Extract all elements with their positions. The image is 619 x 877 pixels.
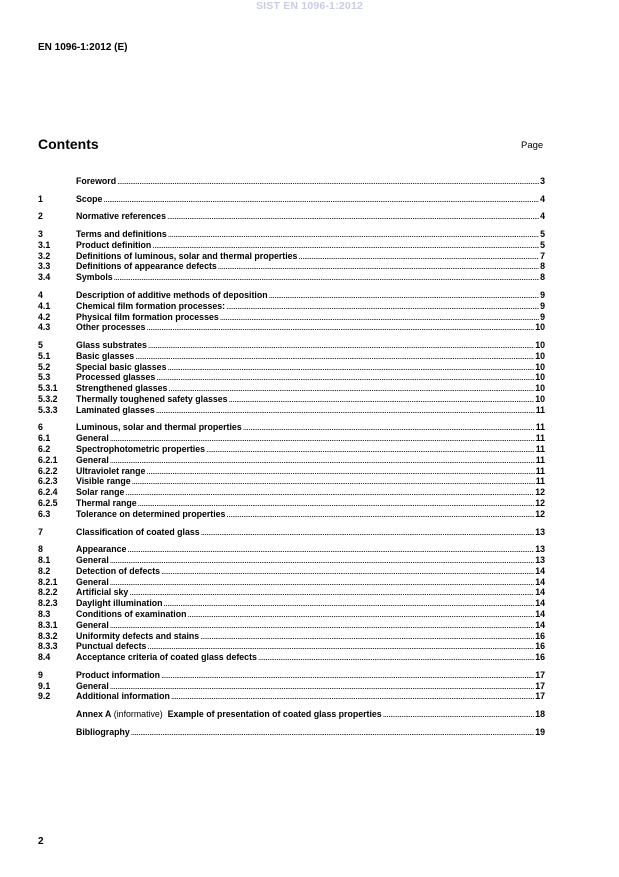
toc-leader-dots xyxy=(383,709,535,720)
toc-entry-title: Uniformity defects and stains xyxy=(76,630,200,641)
toc-entry-title: Solar range xyxy=(76,487,125,498)
toc-entry-page: 7 xyxy=(540,250,545,261)
toc-entry-number: 6.2.4 xyxy=(38,487,58,498)
toc-entry-title: General xyxy=(76,619,109,630)
toc-entry-page: 10 xyxy=(535,372,545,383)
toc-leader-dots xyxy=(156,372,534,383)
toc-entry-page: 14 xyxy=(535,565,545,576)
toc-leader-dots xyxy=(226,509,534,520)
toc-entry[interactable] xyxy=(38,433,545,444)
toc-entry[interactable] xyxy=(38,670,545,681)
toc-entry-title: Symbols xyxy=(76,272,113,283)
toc-entry-title: Terms and definitions xyxy=(76,229,167,240)
toc-entry[interactable] xyxy=(38,609,545,620)
toc-entry-title: Chemical film formation processes: xyxy=(76,300,226,311)
toc-entry-number: 3.2 xyxy=(38,250,51,261)
toc-entry-number: 4 xyxy=(38,289,43,300)
toc-entry-title-qualifier: (informative) xyxy=(111,709,168,720)
toc-entry-title: Conditions of examination xyxy=(76,609,187,620)
toc-leader-dots xyxy=(146,322,534,333)
toc-entry-number: 9.2 xyxy=(38,691,51,702)
toc-leader-dots xyxy=(218,261,539,272)
toc-leader-dots xyxy=(168,229,539,240)
toc-entry-title: Punctual defects xyxy=(76,641,147,652)
toc-entry-page: 10 xyxy=(535,322,545,333)
toc-entry-number: 1 xyxy=(38,193,43,204)
toc-entry-title: Basic glasses xyxy=(76,350,135,361)
toc-entry-title: Physical film formation processes xyxy=(76,311,219,322)
toc-entry-page: 16 xyxy=(535,641,545,652)
toc-entry-title: Tolerance on determined properties xyxy=(76,508,226,519)
toc-entry-page: 9 xyxy=(540,300,545,311)
toc-entry[interactable] xyxy=(38,422,545,433)
toc-leader-dots xyxy=(161,566,534,577)
toc-entry[interactable] xyxy=(38,322,545,333)
toc-entry-title: Ultraviolet range xyxy=(76,465,146,476)
toc-entry-number: 5.3 xyxy=(38,372,51,383)
table-of-contents xyxy=(38,176,545,738)
toc-leader-dots xyxy=(131,727,534,738)
toc-entry-number: 8.3.2 xyxy=(38,630,58,641)
toc-entry-page: 16 xyxy=(535,652,545,663)
toc-entry[interactable] xyxy=(38,681,545,692)
toc-entry-number: 9 xyxy=(38,669,43,680)
toc-entry-number: 9.1 xyxy=(38,680,51,691)
toc-entry-number: 5.1 xyxy=(38,350,51,361)
toc-entry-title: Laminated glasses xyxy=(76,404,155,415)
toc-entry-page: 14 xyxy=(535,619,545,630)
toc-entry[interactable] xyxy=(38,229,545,240)
toc-leader-dots xyxy=(164,598,535,609)
toc-leader-dots xyxy=(114,272,539,283)
toc-leader-dots xyxy=(110,681,534,692)
toc-entry-number: 5.2 xyxy=(38,361,51,372)
toc-entry-title: Bibliography xyxy=(76,726,130,737)
toc-entry-page: 14 xyxy=(535,576,545,587)
toc-leader-dots xyxy=(168,383,534,394)
toc-leader-dots xyxy=(135,351,534,362)
toc-entry-title: Description of additive methods of deposition xyxy=(76,289,268,300)
toc-entry[interactable] xyxy=(38,301,545,312)
toc-entry-page: 19 xyxy=(535,726,545,737)
toc-entry-number: 8.3.3 xyxy=(38,641,58,652)
toc-entry[interactable] xyxy=(38,487,545,498)
toc-entry-page: 10 xyxy=(535,340,545,351)
toc-entry-page: 9 xyxy=(540,289,545,300)
toc-entry-page: 17 xyxy=(535,669,545,680)
toc-entry-page: 4 xyxy=(540,211,545,222)
toc-leader-dots xyxy=(110,433,535,444)
toc-entry-title: Special basic glasses xyxy=(76,361,167,372)
toc-entry-page: 5 xyxy=(540,229,545,240)
toc-entry[interactable] xyxy=(38,631,545,642)
toc-entry-page: 11 xyxy=(535,465,545,476)
toc-entry[interactable] xyxy=(38,372,545,383)
toc-entry[interactable] xyxy=(38,527,545,538)
toc-entry-page: 10 xyxy=(535,350,545,361)
toc-entry[interactable] xyxy=(38,727,545,738)
toc-entry[interactable] xyxy=(38,709,545,720)
toc-leader-dots xyxy=(243,422,535,433)
toc-entry-page: 11 xyxy=(535,444,545,455)
toc-entry-number: 5.3.1 xyxy=(38,383,58,394)
toc-leader-dots xyxy=(103,194,539,205)
toc-entry[interactable] xyxy=(38,362,545,373)
toc-entry[interactable] xyxy=(38,444,545,455)
toc-entry[interactable] xyxy=(38,620,545,631)
toc-entry-title xyxy=(76,709,382,720)
toc-entry-title: Glass substrates xyxy=(76,340,147,351)
toc-entry-number: 3.1 xyxy=(38,239,51,250)
toc-entry-title: General xyxy=(76,433,109,444)
toc-entry-title: Classification of coated glass xyxy=(76,526,200,537)
toc-entry[interactable] xyxy=(38,272,545,283)
toc-entry-number: 3.3 xyxy=(38,261,51,272)
toc-entry[interactable] xyxy=(38,351,545,362)
toc-entry[interactable] xyxy=(38,340,545,351)
toc-entry-number: 8.2.3 xyxy=(38,598,58,609)
toc-entry-title: Definitions of luminous, solar and thermal properties xyxy=(76,250,298,261)
toc-entry-title: Foreword xyxy=(76,176,117,186)
toc-entry[interactable] xyxy=(38,240,545,251)
toc-entry-title: General xyxy=(76,576,109,587)
toc-entry-page: 12 xyxy=(535,508,545,519)
toc-entry-page: 13 xyxy=(535,555,545,566)
toc-entry-title: Definitions of appearance defects xyxy=(76,261,217,272)
toc-entry[interactable] xyxy=(38,577,545,588)
toc-entry-number: 6.1 xyxy=(38,433,51,444)
toc-leader-dots xyxy=(148,340,534,351)
toc-entry-number: 8.3.1 xyxy=(38,619,58,630)
document-id: EN 1096-1:2012 (E) xyxy=(38,42,128,53)
toc-entry-page: 4 xyxy=(540,193,545,204)
toc-leader-dots xyxy=(187,609,534,620)
toc-entry[interactable] xyxy=(38,598,545,609)
toc-entry-number: 4.1 xyxy=(38,300,51,311)
toc-entry-title: Daylight illumination xyxy=(76,598,163,609)
toc-entry-number: 6.2.5 xyxy=(38,498,58,509)
toc-entry-page: 12 xyxy=(535,487,545,498)
toc-leader-dots xyxy=(117,176,539,187)
toc-entry[interactable] xyxy=(38,509,545,520)
toc-leader-dots xyxy=(110,555,534,566)
toc-entry-title: Product definition xyxy=(76,239,152,250)
toc-entry-title: Thermal range xyxy=(76,498,137,509)
toc-entry-title-main: Annex A xyxy=(76,709,112,720)
toc-leader-dots xyxy=(110,577,534,588)
toc-leader-dots xyxy=(269,290,540,301)
toc-entry-number: 5.3.3 xyxy=(38,404,58,415)
toc-entry-page: 10 xyxy=(535,361,545,372)
toc-leader-dots xyxy=(138,498,535,509)
toc-entry-page: 17 xyxy=(535,680,545,691)
toc-entry-page: 3 xyxy=(540,176,545,186)
toc-entry-title: Luminous, solar and thermal properties xyxy=(76,422,242,433)
toc-leader-dots xyxy=(220,312,539,323)
contents-heading: Contents xyxy=(38,136,99,152)
toc-entry-number: 5 xyxy=(38,340,43,351)
toc-entry-number: 4.3 xyxy=(38,322,51,333)
toc-entry-title-tail: Example of presentation of coated glass properties xyxy=(167,709,382,720)
toc-entry[interactable] xyxy=(38,587,545,598)
toc-entry[interactable] xyxy=(38,405,545,416)
toc-entry-title: Thermally toughened safety glasses xyxy=(76,394,228,404)
toc-entry-number: 2 xyxy=(38,211,43,222)
toc-entry-page: 10 xyxy=(535,394,545,404)
toc-entry-number: 8 xyxy=(38,544,43,555)
toc-entry-page: 11 xyxy=(535,433,545,444)
toc-leader-dots xyxy=(167,211,539,222)
toc-entry-page: 9 xyxy=(540,311,545,322)
toc-leader-dots xyxy=(161,670,534,681)
toc-leader-dots xyxy=(110,455,535,466)
toc-entry-number: 6.3 xyxy=(38,508,51,519)
toc-entry[interactable] xyxy=(38,312,545,323)
toc-entry[interactable] xyxy=(38,194,545,205)
toc-leader-dots xyxy=(226,301,539,312)
watermark: SIST EN 1096-1:2012 xyxy=(255,0,364,12)
toc-leader-dots xyxy=(125,487,534,498)
toc-entry-title: Other processes xyxy=(76,322,146,333)
toc-entry-page: 18 xyxy=(535,709,545,720)
toc-entry-title: Acceptance criteria of coated glass defects xyxy=(76,652,257,663)
toc-leader-dots xyxy=(167,362,534,373)
toc-entry-page: 14 xyxy=(535,587,545,598)
toc-entry-number: 6.2.3 xyxy=(38,476,58,487)
toc-entry-page: 10 xyxy=(535,383,545,394)
toc-leader-dots xyxy=(129,587,534,598)
toc-entry[interactable] xyxy=(38,211,545,222)
toc-entry-title: Artificial sky xyxy=(76,587,129,598)
toc-entry[interactable] xyxy=(38,455,545,466)
toc-entry-number: 7 xyxy=(38,526,43,537)
toc-leader-dots xyxy=(201,527,535,538)
toc-entry[interactable] xyxy=(38,641,545,652)
toc-entry-number: 8.2 xyxy=(38,565,51,576)
toc-leader-dots xyxy=(298,251,539,262)
toc-entry-title: Detection of defects xyxy=(76,565,161,576)
toc-leader-dots xyxy=(171,691,534,702)
toc-leader-dots xyxy=(127,544,534,555)
toc-leader-dots xyxy=(110,620,534,631)
toc-entry[interactable] xyxy=(38,566,545,577)
toc-entry-number: 3.4 xyxy=(38,272,51,283)
toc-entry[interactable] xyxy=(38,394,545,405)
toc-entry-title: Strengthened glasses xyxy=(76,383,168,394)
toc-leader-dots xyxy=(132,476,535,487)
toc-entry[interactable] xyxy=(38,476,545,487)
toc-entry-number: 8.3 xyxy=(38,609,51,620)
toc-entry-page: 13 xyxy=(535,526,545,537)
toc-entry-title: General xyxy=(76,555,109,566)
toc-entry-number: 8.1 xyxy=(38,555,51,566)
toc-leader-dots xyxy=(156,405,535,416)
toc-entry[interactable] xyxy=(38,251,545,262)
toc-leader-dots xyxy=(200,631,534,642)
toc-entry-title: Scope xyxy=(76,193,103,204)
toc-entry-number: 6 xyxy=(38,422,43,433)
toc-entry-title: Spectrophotometric properties xyxy=(76,444,206,455)
toc-entry-page: 8 xyxy=(540,272,545,283)
toc-entry-title: Product information xyxy=(76,669,161,680)
toc-entry[interactable] xyxy=(38,290,545,301)
toc-entry-number: 6.2.1 xyxy=(38,454,58,465)
toc-entry-page: 11 xyxy=(535,454,545,465)
toc-leader-dots xyxy=(258,652,534,663)
toc-entry[interactable] xyxy=(38,652,545,663)
toc-entry-title: Processed glasses xyxy=(76,372,156,383)
toc-entry-title: General xyxy=(76,680,109,691)
toc-entry-title: Visible range xyxy=(76,476,131,487)
toc-entry[interactable] xyxy=(38,544,545,555)
toc-entry-title: Appearance xyxy=(76,544,127,555)
toc-entry[interactable] xyxy=(38,691,545,702)
toc-entry-page: 14 xyxy=(535,598,545,609)
toc-entry-number: 6.2 xyxy=(38,444,51,455)
toc-leader-dots xyxy=(147,641,534,652)
toc-entry-title: Normative references xyxy=(76,211,166,222)
toc-entry-page: 12 xyxy=(535,498,545,509)
toc-leader-dots xyxy=(229,394,535,405)
toc-leader-dots xyxy=(152,240,539,251)
toc-entry-page: 17 xyxy=(535,691,545,702)
toc-entry[interactable] xyxy=(38,466,545,477)
toc-entry[interactable] xyxy=(38,176,545,187)
toc-entry-page: 11 xyxy=(535,422,545,433)
toc-entry-title: General xyxy=(76,454,109,465)
toc-entry-page: 11 xyxy=(535,476,545,487)
toc-entry-page: 5 xyxy=(540,239,545,250)
toc-leader-dots xyxy=(206,444,535,455)
toc-entry-title: Additional information xyxy=(76,691,170,702)
toc-entry[interactable] xyxy=(38,383,545,394)
toc-entry-number: 8.2.1 xyxy=(38,576,58,587)
toc-leader-dots xyxy=(146,466,534,477)
toc-entry-number: 4.2 xyxy=(38,311,51,322)
toc-entry-number: 3 xyxy=(38,229,43,240)
toc-entry[interactable] xyxy=(38,261,545,272)
toc-entry-page: 13 xyxy=(535,544,545,555)
page-column-label: Page xyxy=(521,140,544,151)
toc-entry-number: 8.4 xyxy=(38,652,51,663)
toc-entry-page: 14 xyxy=(535,609,545,620)
toc-entry-number: 6.2.2 xyxy=(38,465,58,476)
toc-entry[interactable] xyxy=(38,555,545,566)
toc-entry-number: 5.3.2 xyxy=(38,394,58,404)
page-number: 2 xyxy=(38,836,44,847)
toc-entry-number: 8.2.2 xyxy=(38,587,58,598)
toc-entry[interactable] xyxy=(38,498,545,509)
toc-entry-page: 16 xyxy=(535,630,545,641)
toc-entry-page: 11 xyxy=(535,404,545,415)
toc-entry-page: 8 xyxy=(540,261,545,272)
